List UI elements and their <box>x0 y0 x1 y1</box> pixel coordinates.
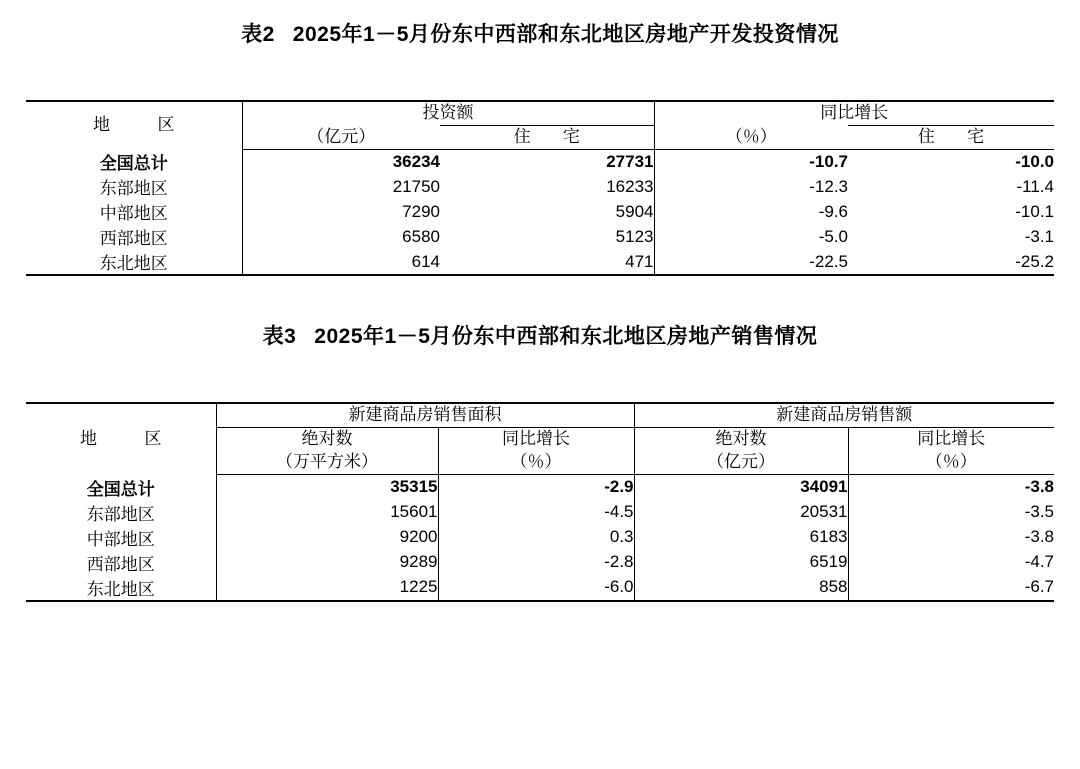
table2-row2-investment: 7290 <box>402 201 440 221</box>
table3-row0-value-yoy: -3.8 <box>848 475 1054 500</box>
table2-row0-investment: 36234 <box>392 152 440 172</box>
table3-header-abs-area: 绝对数 （万平方米） <box>216 428 438 475</box>
table3-row4-region: 东北地区 <box>26 575 216 601</box>
table2-row4-investment: 614 <box>242 249 440 275</box>
table-row <box>26 174 1054 199</box>
table2-title <box>0 18 1080 48</box>
table2-row1-investment: 21750 <box>392 176 440 196</box>
table3-wrapper <box>0 402 1080 601</box>
table3-row1-area-yoy: -4.5 <box>438 500 634 525</box>
table2-title-text: 2025年1－5月份东中西部和东北地区房地产开发投资情况 <box>292 23 839 46</box>
table-row <box>26 199 1054 224</box>
table3-row2-area-yoy: 0.3 <box>438 525 634 550</box>
table2-row4-yoy-residential: -25.2 <box>848 249 1054 275</box>
table2-row4-region: 东北地区 <box>26 249 242 275</box>
spacer-between-tables <box>0 276 1080 320</box>
table-row <box>26 525 1054 550</box>
table2-row2-residential: 5904 <box>615 201 654 221</box>
table-row <box>26 149 1054 174</box>
table2-header-row-1 <box>26 101 1054 125</box>
table3-row1-value-yoy: -3.5 <box>848 500 1054 525</box>
table3 <box>26 402 1054 601</box>
table2-row1-yoy-residential: -11.4 <box>1016 176 1054 196</box>
table2-row3-yoy-residential: -3.1 <box>1024 226 1054 246</box>
table2-row2-yoy-residential: -10.1 <box>1015 201 1054 221</box>
table-row <box>26 500 1054 525</box>
table3-row3-value: 6519 <box>634 550 848 575</box>
table2-row2-yoy: -9.6 <box>654 199 848 224</box>
table3-row2-area: 9200 <box>399 527 438 547</box>
table3-header-yoy-value: 同比增长 （％） <box>848 428 1054 475</box>
table2-header-investment: 投资额 <box>242 101 654 125</box>
table2-row1-residential: 16233 <box>606 176 654 196</box>
document-page <box>0 18 1080 769</box>
table2-header-yoy: 同比增长 <box>654 101 1054 125</box>
table3-row1-value: 20531 <box>634 500 848 525</box>
table2-title-number: 表2 <box>241 23 275 46</box>
table2-row3-residential: 5123 <box>615 226 654 246</box>
table-row <box>26 224 1054 249</box>
table2-row0-yoy: -10.7 <box>654 149 848 174</box>
table-row <box>26 575 1054 601</box>
table2-row3-investment: 6580 <box>402 226 440 246</box>
table3-row4-value-yoy: -6.7 <box>848 575 1054 601</box>
table-row <box>26 249 1054 275</box>
table2-header-yoy-unit: （％） <box>654 125 848 149</box>
table3-row4-area-yoy: -6.0 <box>438 575 634 601</box>
table2-wrapper <box>0 100 1080 276</box>
table2-header-region: 地 区 <box>26 101 242 149</box>
spacer-after-title2 <box>0 48 1080 100</box>
table2-row0-region: 全国总计 <box>26 149 242 174</box>
table3-title-number: 表3 <box>262 325 297 349</box>
table3-row0-area: 35315 <box>390 477 438 497</box>
table2-row4-yoy: -22.5 <box>654 249 848 275</box>
table2-row3-region: 西部地区 <box>26 224 242 249</box>
table3-row4-area: 1225 <box>216 575 438 601</box>
table2-row0-yoy-residential: -10.0 <box>1015 152 1054 172</box>
table3-row3-region: 西部地区 <box>26 550 216 575</box>
table3-row0-value: 34091 <box>634 475 848 500</box>
table2-row2-region: 中部地区 <box>26 199 242 224</box>
table2-header-residential-2: 住 宅 <box>848 125 1054 149</box>
table3-header-row-1 <box>26 403 1054 427</box>
table2-row0-residential: 27731 <box>606 152 654 172</box>
table3-header-group-value: 新建商品房销售额 <box>634 403 1054 427</box>
table3-row2-value-yoy: -3.8 <box>848 525 1054 550</box>
table3-row0-region: 全国总计 <box>26 475 216 500</box>
table-row <box>26 550 1054 575</box>
table-row <box>26 475 1054 500</box>
table3-header-group-area: 新建商品房销售面积 <box>216 403 634 427</box>
table2-header-residential-1: 住 宅 <box>440 125 654 149</box>
table3-title <box>0 320 1080 350</box>
table3-header-region: 地 区 <box>26 403 216 474</box>
spacer-after-title3 <box>0 350 1080 402</box>
table3-row3-value-yoy: -4.7 <box>848 550 1054 575</box>
table3-row3-area: 9289 <box>399 552 438 572</box>
table3-header-abs-value: 绝对数 （亿元） <box>634 428 848 475</box>
table2 <box>26 100 1054 276</box>
table3-row3-area-yoy: -2.8 <box>438 550 634 575</box>
table2-row1-yoy: -12.3 <box>654 174 848 199</box>
table3-row4-value: 858 <box>634 575 848 601</box>
table3-title-text: 2025年1－5月份东中西部和东北地区房地产销售情况 <box>314 325 818 349</box>
table3-row2-value: 6183 <box>634 525 848 550</box>
table2-row3-yoy: -5.0 <box>654 224 848 249</box>
table3-row1-region: 东部地区 <box>26 500 216 525</box>
table3-row2-region: 中部地区 <box>26 525 216 550</box>
table3-header-yoy-area: 同比增长 （％） <box>438 428 634 475</box>
table3-row0-area-yoy: -2.9 <box>438 475 634 500</box>
table2-row1-region: 东部地区 <box>26 174 242 199</box>
table3-row1-area: 15601 <box>390 502 438 522</box>
table2-row4-residential: 471 <box>440 249 654 275</box>
table2-header-investment-unit: （亿元） <box>242 125 440 149</box>
